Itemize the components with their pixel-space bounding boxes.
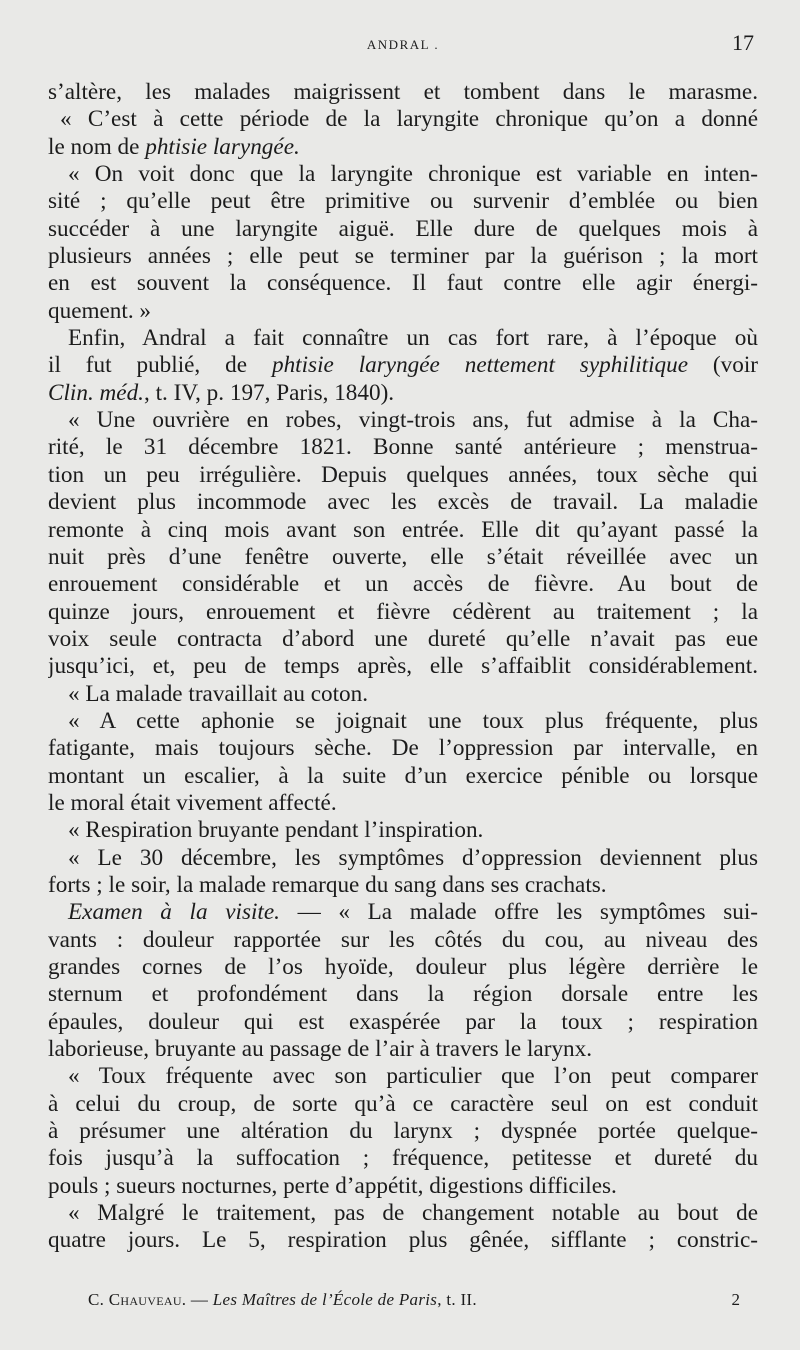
running-head: ANDRAL .	[366, 37, 440, 52]
text-line: rité, le 31 décembre 1821. Bonne santé antérieure ; menstrua-	[48, 434, 758, 461]
text-line: épaules, douleur qui est exaspérée par la toux ; respiration	[48, 1008, 758, 1035]
text-line: sité ; qu’elle peut être primitive ou survenir d’emblée ou bien	[48, 188, 758, 215]
text-line: laborieuse, bruyante au passage de l’air à travers le larynx.	[48, 1036, 593, 1063]
text-line: fatigante, mais toujours sèche. De l’oppression par intervalle, en	[48, 735, 758, 762]
text-line: remonte à cinq mois avant son entrée. Elle dit qu’ayant passé la	[48, 516, 758, 543]
text-line: « Toux fréquente avec son particulier que l’on peut comparer	[68, 1063, 758, 1090]
text-line: pouls ; sueurs nocturnes, perte d’appétit, digestions difficiles.	[48, 1172, 617, 1199]
text-line: « Une ouvrière en robes, vingt-trois ans, fut admise à la Cha-	[68, 407, 758, 434]
page-header	[48, 30, 758, 60]
text-line: « Le 30 décembre, les symptômes d’oppression deviennent plus	[68, 844, 758, 871]
text-line: grandes cornes de l’os hyoïde, douleur plus légère derrière le	[48, 954, 758, 980]
text-line: forts ; le soir, la malade remarque du sang dans ses crachats.	[48, 871, 607, 898]
body-text	[48, 79, 758, 1255]
text-line: Clin. méd., t. IV, p. 197, Paris, 1840).	[48, 379, 395, 406]
footer-signature	[88, 1290, 477, 1310]
text-line: à présumer une altération du larynx ; dyspnée portée quelque-	[48, 1118, 758, 1145]
signature-dash: —	[190, 1290, 213, 1309]
text-line: en est souvent la conséquence. Il faut contre elle agir énergi-	[48, 270, 758, 297]
text-line: Enfin, Andral a fait connaître un cas fort rare, à l’époque où	[68, 325, 758, 352]
text-line: nuit près d’une fenêtre ouverte, elle s’était réveillée avec un	[48, 543, 758, 570]
text-line: tion un peu irrégulière. Depuis quelques années, toux sèche qui	[48, 461, 758, 488]
text-line: quatre jours. Le 5, respiration plus gênée, sifflante ; constric-	[48, 1227, 758, 1254]
text-line: « On voit donc que la laryngite chronique est variable en inten-	[68, 161, 758, 188]
page-number: 17	[732, 30, 754, 55]
text-line: plusieurs années ; elle peut se terminer par la guérison ; la mort	[48, 243, 758, 270]
text-line: quinze jours, enrouement et fièvre cédèrent au traitement ; la	[48, 598, 758, 625]
text-line: « Respiration bruyante pendant l’inspiration.	[68, 817, 484, 844]
text-line: fois jusqu’à la suffocation ; fréquence, petitesse et dureté du	[48, 1145, 758, 1172]
text-line: « C’est à cette période de la laryngite chronique qu’on a donné	[60, 106, 758, 133]
signature-volume: , t. II.	[437, 1290, 477, 1309]
text-line: devient plus incommode avec les excès de travail. La maladie	[48, 489, 758, 516]
sheet-number: 2	[731, 1290, 740, 1309]
text-line: à celui du croup, de sorte qu’à ce caractère seul on est conduit	[48, 1090, 758, 1117]
signature-author: C. Chauveau.	[88, 1290, 187, 1309]
text-line: sternum et profondément dans la région dorsale entre les	[48, 981, 758, 1008]
text-line: « La malade travaillait au coton.	[68, 680, 369, 707]
text-line: le moral était vivement affecté.	[48, 789, 337, 816]
text-line: voix seule contracta d’abord une dureté qu’elle n’avait pas eue	[48, 625, 758, 652]
text-line: s’altère, les malades maigrissent et tombent dans le marasme.	[48, 79, 758, 105]
text-line: montant un escalier, à la suite d’un exercice pénible ou lorsque	[48, 762, 758, 789]
text-line: « A cette aphonie se joignait une toux plus fréquente, plus	[68, 707, 758, 734]
text-line: il fut publié, de phtisie laryngée nettement syphilitique (voir	[48, 352, 758, 379]
text-line: enrouement considérable et un accès de fièvre. Au bout de	[48, 571, 758, 598]
text-line: Examen à la visite. — « La malade offre les symptômes sui-	[68, 899, 758, 926]
text-line: vants : douleur rapportée sur les côtés du cou, au niveau des	[48, 926, 758, 953]
text-line: quement. »	[48, 297, 152, 324]
text-line: succéder à une laryngite aiguë. Elle dure de quelques mois à	[48, 215, 758, 242]
text-line: « Malgré le traitement, pas de changement notable au bout de	[68, 1200, 758, 1227]
signature-title: Les Maîtres de l’École de Paris	[212, 1290, 438, 1309]
text-line: jusqu’ici, et, peu de temps après, elle s’affaiblit considérablement.	[48, 653, 758, 680]
text-line: le nom de phtisie laryngée.	[48, 133, 300, 160]
